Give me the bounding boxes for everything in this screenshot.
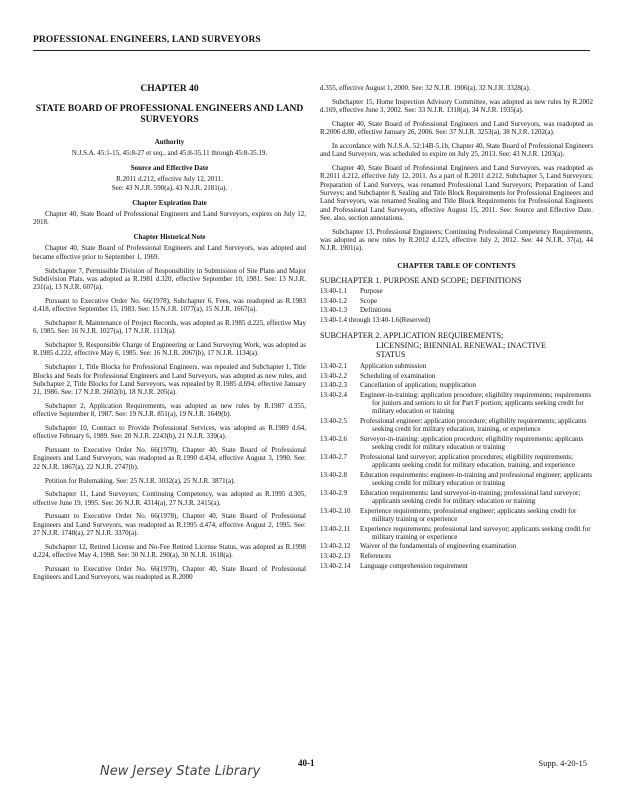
history-paragraph: Pursuant to Executive Order No. 66(1978), Chapter 40, State Board of Professional Engineers and Land Surveyors, was readopted as R.1995 d.474, effective August 2, 1995. See: 27 N.J.R. 1748(a), 27 N.J.R. 3370(a). [33,512,306,537]
history-paragraph: Subchapter 10, Contract to Provide Professional Services, was adopted as R.1989 d.64, effective February 6, 1989. See: 20 N.J.R. 2243(b), 21 N.J.R. 339(a). [33,424,306,441]
history-paragraph: Subchapter 7, Permissible Division of Responsibility in Submission of Site Plans and Major Subdivision Plats, was adopted as R.1981 d.320, effective September 10, 1981. See: 13 N.J.R. 231(a), 13 N.J.R. 607(a). [33,266,306,292]
toc-section-number: 13:40-2.9 [320,488,348,497]
left-column [33,84,306,587]
toc-section-title: References [360,552,392,561]
toc-entry [320,417,593,433]
authority-text: N.J.S.A. 45:1-15, 45:8-27 et seq., and 45:8-35.11 through 45:8-35.19. [71,149,268,157]
expiration-text: Chapter 40, State Board of Professional Engineers and Land Surveyors, expires on July 12, 2018. [33,209,306,227]
history-paragraph: Petition for Rulemaking. See: 25 N.J.R. 3032(a), 25 N.J.R. 3871(a). [45,476,236,485]
toc-section-number: 13:40-2.2 [320,371,348,380]
history-paragraph: Subchapter 9, Responsible Charge of Engineering or Land Surveying Work, was adopted as R.1985 d.222, effective May 6, 1985. See: 16 N.J.R. 2067(b), 17 N.J.R. 1134(a). [33,341,306,358]
history-paragraph: Subchapter 8, Maintenance of Project Records, was adopted as R.1985 d.225, effective May 6, 1985. See: 16 N.J.R. 1027(a), 17 N.J.R. 1113(a). [33,319,306,336]
toc-entry [320,489,593,505]
history-paragraph: Pursuant to Executive Order No. 66(1978), Chapter 40, State Board of Professional Engineers and Land Surveyors, was readopted as R.2000 [33,564,306,582]
toc-section-number: 13:40-2.5 [320,417,348,426]
toc-section-title: Definitions [360,306,392,315]
toc-section-number: 13:40-2.4 [320,390,348,399]
toc-entry [320,391,593,416]
toc-section-number: 13:40-2.6 [320,434,348,443]
history-paragraph: Subchapter 15, Home Inspection Advisory Committee, was adopted as new rules by R.2002 d.169, effective June 3, 2002. See: 33 N.J.R. 1318(a), 34 N.J.R. 1935(a). [320,97,593,115]
toc-section-title: Scope [360,296,378,305]
toc-section-title: Experience requirements; professional land surveyor; applicants seeking credit for military training or experience [360,524,591,541]
history-paragraph: Chapter 40, State Board of Professional Engineers and Land Surveyors, was readopted as R.2011 d.212, effective July 12, 2011. As a part of R.2011 d.212, Subchapter 5, Land Surveyors; Preparation of Land Surveys, was renamed Professional Land Surveyors; Preparation of Land Surveys; and Subchapter 8, Sealing and Title Block Requirements for Professional Engineers and Land Surveyors, was renamed Sealing and Title Block Requirements for Professional Engineers and Professional Land Surveyors, effective August 15, 2011. See: Source and Effective Date. See, also, section annotations. [320,164,593,222]
history-paragraph: Subchapter 13, Professional Engineers; Continuing Professional Competency Requirements, was adopted as new rules by R.2012 d.123, effective July 2, 2012. See: 44 N.J.R. 37(a), 44 N.J.R. 1901(a). [320,227,593,253]
toc-entry [320,372,593,380]
toc-entry [320,471,593,487]
expiration-heading: Chapter Expiration Date [132,198,207,207]
subchapter-2-line-2: LICENSING; BIENNIAL RENEWAL; INACTIVE [376,340,547,350]
toc-section-number: 13:40-2.8 [320,470,348,479]
running-head: PROFESSIONAL ENGINEERS, LAND SURVEYORS [33,35,261,45]
toc-subchapter-1 [320,287,593,324]
toc-section-title: Waiver of the fundamentals of engineering examination [360,542,517,551]
toc-section-number: 13:40-2.14 [320,561,351,570]
toc-section-number: 13:40-2.7 [320,452,348,461]
toc-entry [320,316,593,324]
toc-entry [320,507,593,523]
toc-entry [320,381,593,389]
toc-section-number: 13:40-2.12 [320,542,351,551]
history-paragraph: Chapter 40, State Board of Professional Engineers and Land Surveyors, was readopted as R.2006 d.80, effective January 26, 2006. See: 37 N.J.R. 3253(a), 38 N.J.R. 1202(a). [320,119,593,137]
toc-section-number: 13:40-2.1 [320,361,348,370]
authority-heading: Authority [154,138,185,146]
toc-section-title: Experience requirements; professional engineer; applicants seeking credit for military training or experience [360,506,577,523]
toc-section-title: Professional land surveyor; application procedures; eligibility requirements; applicants seeking credit for military education, training, and experience [360,452,575,470]
history-paragraph: Chapter 40, State Board of Professional Engineers and Land Surveyors, was adopted and became effective prior to September 1, 1969. [33,244,306,261]
page-number: 40-1 [298,758,315,768]
toc-section-title: Cancellation of application; reapplication [360,381,477,390]
toc-section-number: 13:40-1.3 [320,306,348,315]
toc-entry [320,287,593,295]
toc-section-title: Scheduling of examination [360,371,436,380]
history-paragraph: Subchapter 12, Retired License and No-Fee Retired License Status, was adopted as R.1998 d.224, effective May 4, 1998. See: 30 N.J.R. 290(a), 30 N.J.R. 1618(a). [33,542,306,560]
supplement-date: Supp. 4-20-15 [538,758,587,768]
toc-section-title: Purpose [360,287,383,296]
toc-section-title: Professional engineer: application procedure; eligibility requirements; applicants seeking credit for military education, training, or experience [360,417,587,434]
toc-section-number: 13:40-2.11 [320,524,351,533]
toc-heading: CHAPTER TABLE OF CONTENTS [397,260,516,270]
toc-section-number: 13:40-1.4 through 13:40-1.6 [320,316,400,325]
history-paragraph: Subchapter 1, Title Blocks for Professional Engineers, was repealed and Subchapter 1, Title Blocks and Seals for Professional Engineers and Land Surveyors, was adopted as new rules, and Subchapter 2, Title Blocks for Land Surveyors, was repealed by R.1985 d.694, effective January 21, 1986. See: 17 N.J.R. 2602(b), 18 N.J.R. 205(a). [33,363,306,397]
toc-section-title: Language comprehension requirement [360,561,468,570]
toc-section-number: 13:40-2.3 [320,381,348,390]
toc-section-title: Surveyor-in-training: application procedure; eligibility requirements; applicants seeking credit for military education or training [360,434,584,452]
toc-entry [320,297,593,305]
right-column [320,84,593,572]
toc-section-title: (Reserved) [399,316,431,325]
toc-subchapter-2 [320,362,593,570]
subchapter-2-heading [320,331,593,360]
history-paragraph: Pursuant to Executive Order No. 66(1978), Chapter 40, State Board of Professional Engineers and Land Surveyors, was readopted as R.1990 d.434, effective August 3, 1990. See: 22 N.J.R. 1867(a), 22 N.J.R. 2747(b). [33,446,306,471]
source-line-1: R.2011 d.212, effective July 12, 2011. [116,175,223,184]
chapter-label: CHAPTER 40 [140,84,199,94]
library-stamp: New Jersey State Library [100,764,261,779]
history-continued: d.355, effective August 1, 2000. See: 32 N.J.R. 1906(a), 32 N.J.R. 3328(a). [320,84,531,92]
toc-entry [320,542,593,550]
toc-entry [320,525,593,541]
toc-section-number: 13:40-2.13 [320,552,351,561]
history-paragraph: Pursuant to Executive Order No. 66(1978), Subchapter 6, Fees, was readopted as R.1983 d.418, effective September 15, 1983. See: 15 N.J.R. 1077(a), 15 N.J.R. 1667(a). [33,296,306,314]
toc-section-number: 13:40-1.1 [320,287,348,296]
source-line-2: See: 43 N.J.R. 590(a), 43 N.J.R. 2181(a). [111,183,228,192]
history-paragraph: Subchapter 11, Land Surveyors; Continuing Competency, was adopted as R.1995 d.305, effective June 19, 1995. See: 26 N.J.R. 4314(a), 27 N.J.R. 2415(a). [33,490,306,507]
toc-section-number: 13:40-1.2 [320,296,348,305]
source-heading: Source and Effective Date [130,164,209,173]
toc-entry [320,362,593,370]
toc-entry [320,552,593,560]
subchapter-2-line-1: SUBCHAPTER 2. APPLICATION REQUIREMENTS; [320,331,504,341]
subchapter-1-heading: SUBCHAPTER 1. PURPOSE AND SCOPE; DEFINITIONS [320,275,522,285]
history-paragraph: Subchapter 2, Application Requirements, was adopted as new rules by R.1987 d.355, effective September 8, 1987. See: 19 N.J.R. 851(a), 19 N.J.R. 1649(b). [33,401,306,419]
subchapter-2-line-3: STATUS [376,350,406,360]
history-paragraph: In accordance with N.J.S.A. 52:14B-5.1b, Chapter 40, State Board of Professional Engineers and Land Surveyors, was scheduled to expire on July 25, 2013. See: 43 N.J.R. 1203(a). [320,141,593,159]
toc-section-title: Engineer-in-training: application procedure; eligibility requirements; requirements for juniors and seniors to sit for Part F portion; applicants seeking credit for military education or training [360,390,591,416]
toc-section-title: Education requirements: engineer-in-training and professional engineer; applicants seeking credit for military education or training [360,470,592,487]
history-heading: Chapter Historical Note [133,233,206,242]
toc-entry [320,562,593,570]
chapter-title: STATE BOARD OF PROFESSIONAL ENGINEERS AND LAND SURVEYORS [35,104,304,125]
toc-entry [320,435,593,451]
header-rule [33,50,590,51]
toc-section-number: 13:40-2.10 [320,506,351,515]
toc-entry [320,453,593,469]
toc-entry [320,306,593,314]
toc-section-title: Education requirements: land surveyor-in-training; professional land surveyor; applicants seeking credit for military education or training [360,488,581,505]
toc-section-title: Application submission [360,361,427,370]
